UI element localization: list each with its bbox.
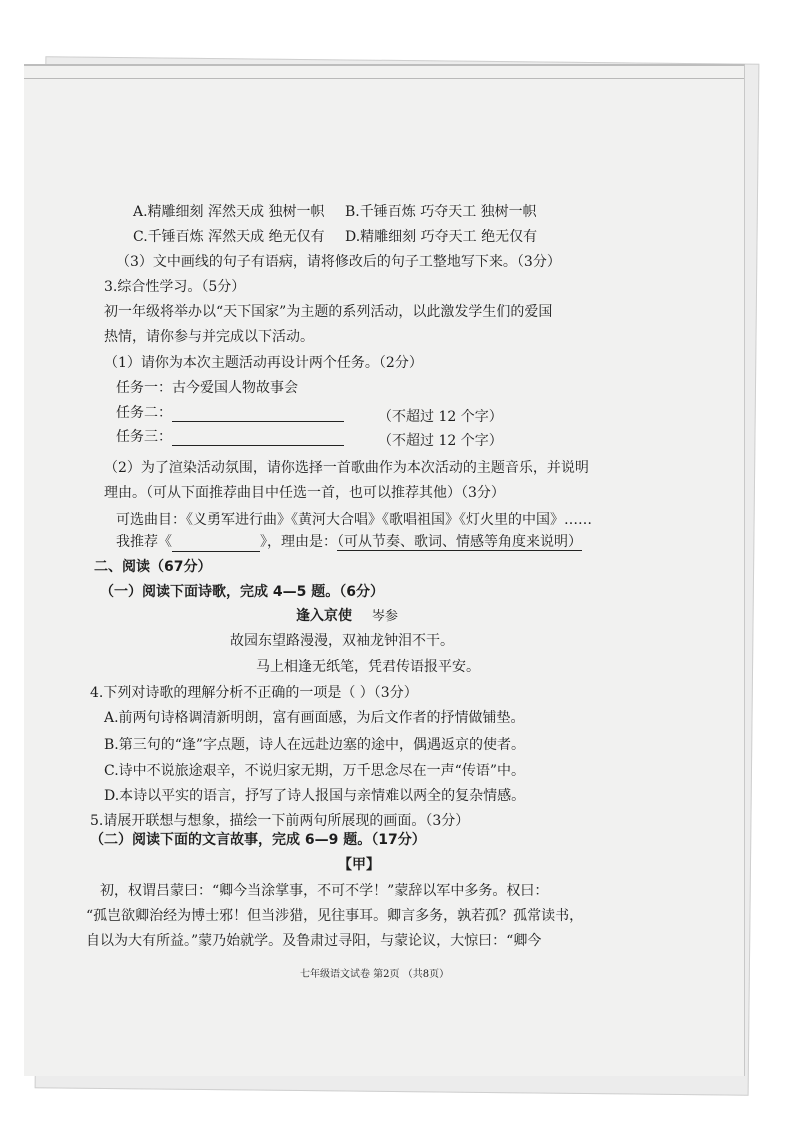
question-3-part-1: （1）请你为本次主题活动再设计两个任务。（2分） — [104, 355, 423, 371]
page-footer: 七年级语文试卷 第2页 （共8页） — [300, 969, 450, 980]
recommend-hint: （可从节奏、歌词、情感等角度来说明） — [337, 534, 582, 550]
task-one: 任务一：古今爱国人物故事会 — [116, 380, 298, 396]
task-three-blank[interactable] — [172, 431, 344, 446]
task-two — [116, 404, 344, 422]
recommend-prefix: 我推荐《 — [116, 534, 172, 550]
passage-line-3: 自以为大有所益。”蒙乃始就学。及鲁肃过寻阳，与蒙论议，大惊曰：“卿今 — [86, 933, 542, 949]
option-b: B.千锤百炼 巧夺天工 独树一帜 — [345, 204, 537, 220]
task-three-limit: （不超过 12 个字） — [378, 433, 503, 449]
recommend-reason-label: 》，理由是： — [260, 534, 337, 550]
poem-title: 逢入京使 — [296, 608, 352, 624]
page-fold — [24, 78, 744, 79]
question-3-title: 3.综合性学习。（5分） — [104, 279, 246, 295]
task-three-label: 任务三： — [116, 429, 172, 445]
question-3-part-2b: 理由。（可从下面推荐曲目中任选一首，也可以推荐其他）（3分） — [104, 485, 505, 501]
option-a: A.精雕细刻 浑然天成 独树一帜 — [133, 204, 325, 220]
poem-line-2: 马上相逢无纸笔，凭君传语报平安。 — [256, 659, 480, 675]
question-3-part-2a: （2）为了渲染活动氛围，请你选择一首歌曲作为本次活动的主题音乐，并说明 — [104, 460, 589, 476]
question-3-intro-2: 热情，请你参与并完成以下活动。 — [104, 329, 314, 345]
poem-author: 岑参 — [372, 609, 399, 624]
classical-instructions: （二）阅读下面的文言故事，完成 6—9 题。（17分） — [90, 832, 426, 848]
passage-line-2: “孤岂欲卿治经为博士邪！但当涉猎，见往事耳。卿言多务，孰若孤？孤常读书， — [86, 908, 584, 924]
question-4-option-a: A.前两句诗格调清新明朗，富有画面感，为后文作者的抒情做铺垫。 — [104, 710, 525, 726]
poem-line-1: 故园东望路漫漫，双袖龙钟泪不干。 — [230, 633, 454, 649]
task-two-limit: （不超过 12 个字） — [378, 409, 503, 425]
question-4-stem: 4.下列对诗歌的理解分析不正确的一项是（ ）（3分） — [90, 685, 418, 701]
task-two-blank[interactable] — [172, 407, 344, 422]
question-4-option-b: B.第三句的“逢”字点题，诗人在远赴边塞的途中，偶遇返京的使者。 — [104, 737, 526, 753]
task-three — [116, 428, 344, 446]
option-d: D.精雕细刻 巧夺天工 绝无仅有 — [345, 229, 538, 245]
question-3-intro-1: 初一年级将举办以“天下国家”为主题的系列活动，以此激发学生们的爱国 — [104, 304, 553, 320]
passage-line-1: 初，权谓吕蒙曰：“卿今当涂掌事，不可不学！”蒙辞以军中多务。权曰： — [100, 883, 549, 899]
song-list: 可选曲目：《义勇军进行曲》《黄河大合唱》《歌唱祖国》《灯火里的中国》…… — [116, 512, 592, 528]
question-4-option-d: D.本诗以平实的语言，抒写了诗人报国与亲情难以两全的复杂情感。 — [104, 788, 526, 804]
recommend-line — [116, 533, 582, 552]
section-reading-title: 二、阅读（67分） — [94, 559, 212, 575]
option-c: C.千锤百炼 浑然天成 绝无仅有 — [133, 229, 325, 245]
question-5: 5.请展开联想与想象，描绘一下前两句所展现的画面。（3分） — [90, 813, 470, 829]
task-two-label: 任务二： — [116, 405, 172, 421]
question-2-3: （3）文中画线的句子有语病，请将修改后的句子工整地写下来。（3分） — [116, 254, 561, 270]
recommend-blank[interactable] — [172, 537, 260, 552]
passage-jia-label: 【甲】 — [338, 857, 380, 873]
question-4-option-c: C.诗中不说旅途艰辛，不说归家无期，万千思念尽在一声“传语”中。 — [104, 763, 525, 779]
poem-instructions: （一）阅读下面诗歌，完成 4—5 题。（6分） — [100, 584, 384, 600]
